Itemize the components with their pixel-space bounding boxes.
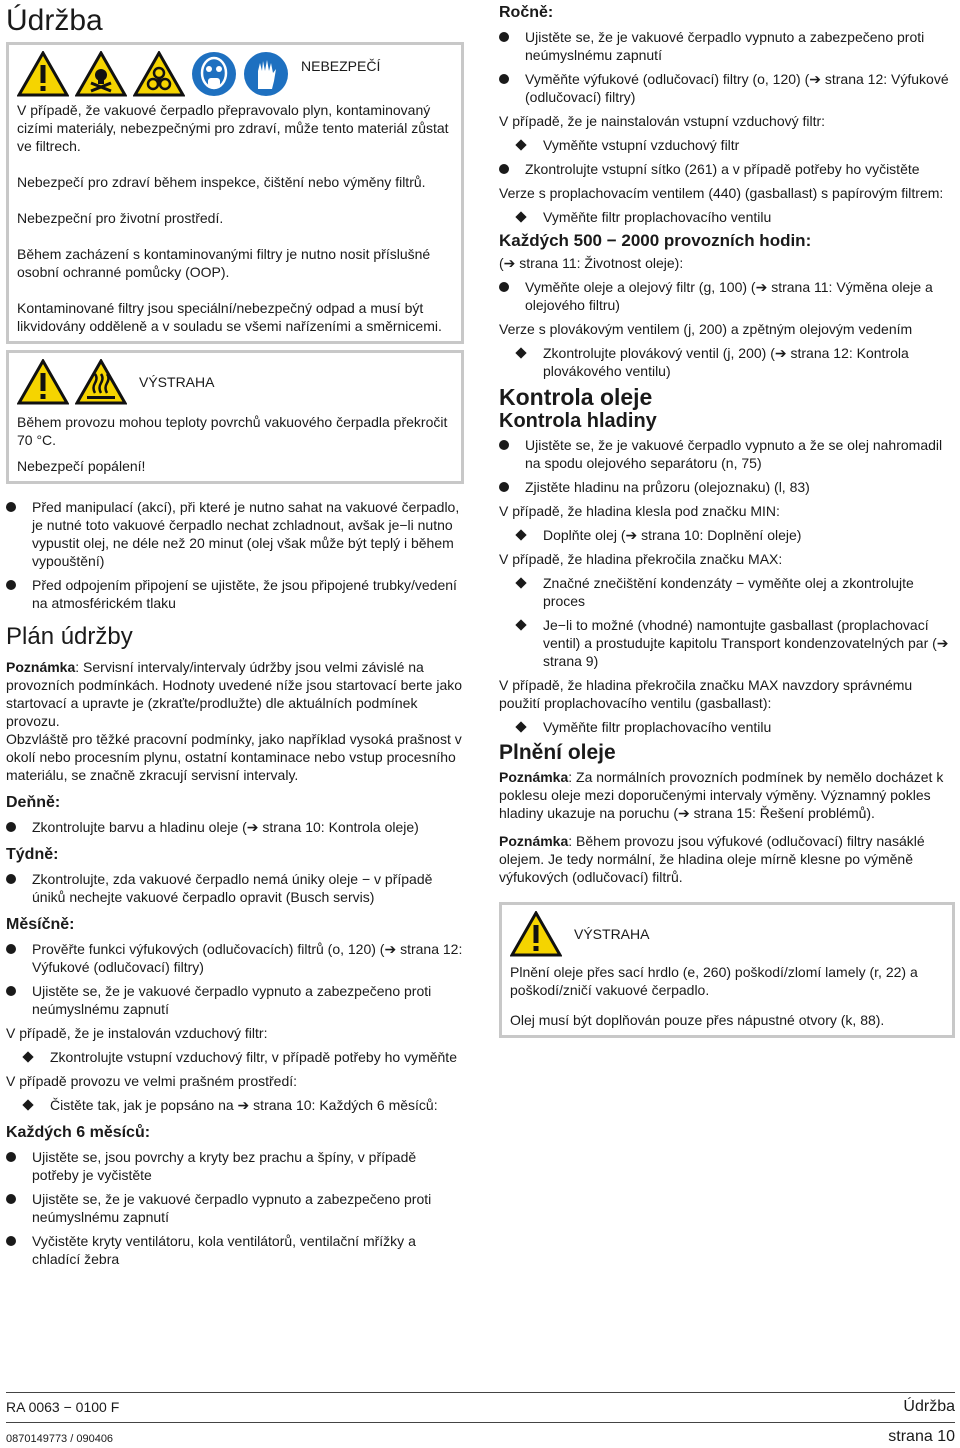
footer	[6, 1398, 955, 1416]
warning-oil-para-1: Plnění oleje přes sací hrdlo (e, 260) poškodí/zlomí lamely (r, 22) a poškodí/zničí vakuové čerpadlo.	[510, 964, 918, 998]
danger-para-3: Nebezpeční pro životní prostředí.	[17, 210, 224, 226]
warning-icon	[17, 359, 69, 405]
sub-item: Čistěte tak, jak je popsáno na ➔ strana 10: Každých 6 měsíců:	[22, 1096, 464, 1114]
list-item: Zkontrolujte vstupní sítko (261) a v případě potřeby ho vyčistěte	[499, 160, 955, 178]
danger-signal-word: NEBEZPEČÍ	[301, 58, 381, 74]
toxic-icon	[75, 51, 127, 97]
weekly-heading: Týdně:	[6, 846, 59, 863]
footer-rule	[6, 1392, 955, 1393]
oil-para-1: V případě, že hladina klesla pod značku MIN:	[499, 503, 780, 519]
footer-bottom	[6, 1428, 955, 1448]
sub-item: Doplňte olej (➔ strana 10: Doplnění oleje)	[515, 526, 955, 544]
daily-heading: Deňně:	[6, 794, 61, 811]
warning-icons	[17, 359, 453, 405]
warning-box-oil	[499, 902, 955, 1038]
list-item: Vyměňte oleje a olejový filtr (g, 100) (➔ strana 11: Výměna oleje a olejového filtru)	[499, 278, 955, 314]
danger-para-5: Kontaminované filtry jsou speciální/nebezpečný odpad a musí být likvidovány odděleně a v souladu se všemi nařízeními a směrnicemi.	[17, 300, 442, 334]
fill-note-2: Poznámka: Během provozu jsou výfukové (odlučovací) filtry nasáklé olejem. Je tedy normální, že hladina oleje mírně klesne po výměně výfukových (odlučovací) filtrů.	[499, 833, 925, 885]
hot-surface-icon	[75, 359, 127, 405]
danger-para-2: Nebezpečí pro zdraví během inspekce, čištění nebo výměny filtrů.	[17, 174, 426, 190]
danger-box	[6, 42, 464, 344]
gloves-icon	[243, 51, 289, 97]
yearly-heading: Ročně:	[499, 4, 554, 21]
danger-icons	[17, 51, 453, 97]
yearly-para-1: V případě, že je nainstalován vstupní vzduchový filtr:	[499, 113, 826, 129]
warning-signal-word: VÝSTRAHA	[139, 374, 215, 390]
list-item: Ujistěte se, že je vakuové čerpadlo vypnuto a zabezpečeno proti neúmyslnému zapnutí	[6, 1190, 464, 1226]
respirator-icon	[191, 51, 237, 97]
hours-para-2: Verze s plovákovým ventilem (j, 200) a zpětným olejovým vedením	[499, 321, 913, 337]
hours-para: (➔ strana 11: Životnost oleje):	[499, 255, 684, 271]
warning-para-2: Nebezpečí popálení!	[17, 458, 146, 474]
list-item: Ujistěte se, že je vakuové čerpadlo vypnuto a zabezpečeno proti neúmyslnému zapnutí	[6, 982, 464, 1018]
oil-fill-heading: Plnění oleje	[499, 741, 616, 764]
oil-para-2: V případě, že hladina překročila značku MAX:	[499, 551, 783, 567]
warning-icon	[17, 51, 69, 97]
six-month-heading: Každých 6 měsíců:	[6, 1124, 151, 1141]
list-item: Vyčistěte kryty ventilátoru, kola ventilátorů, ventilační mřížky a chladící žebra	[6, 1232, 464, 1268]
list-item: Zkontrolujte barvu a hladinu oleje (➔ strana 10: Kontrola oleje)	[6, 818, 464, 836]
warning-para-1: Během provozu mohou teploty povrchů vakuového čerpadla překročit 70 °C.	[17, 414, 448, 448]
monthly-para-1: V případě, že je instalován vzduchový filtr:	[6, 1025, 268, 1041]
footer-doc-number: RA 0063 − 0100 F	[6, 1399, 120, 1415]
sub-item: Značné znečištění kondenzáty − vyměňte olej a zkontrolujte proces	[515, 574, 955, 610]
footer-section: Údržba	[903, 1398, 955, 1415]
hours-heading: Každých 500 − 2000 provozních hodin:	[499, 231, 812, 250]
list-item: Ujistěte se, že je vakuové čerpadlo vypnuto a že se olej nahromadil na spodu olejového separátoru (n, 75)	[499, 436, 955, 472]
warning-box-hot	[6, 350, 464, 484]
sub-item: Vyměňte filtr proplachovacího ventilu	[515, 718, 955, 736]
list-item: Zkontrolujte, zda vakuové čerpadlo nemá úniky oleje − v případě úniků nechejte vakuové čerpadlo opravit (Busch servis)	[6, 870, 464, 906]
sub-item: Zkontrolujte vstupní vzduchový filtr, v případě potřeby ho vyměňte	[22, 1048, 464, 1066]
list-item: Vyměňte výfukové (odlučovací) filtry (o, 120) (➔ strana 12: Výfukové (odlučovací) filtry)	[499, 70, 955, 106]
footer-code: 0870149773 / 090406	[6, 1433, 114, 1445]
danger-para-4: Během zacházení s kontaminovanými filtry je nutno nosit příslušné osobní ochranné pomůcky (OOP).	[17, 246, 431, 280]
plan-note: Poznámka: Servisní intervaly/intervaly údržby jsou velmi závislé na provozních podmínkách. Hodnoty uvedené níže jsou startovací berte jako startovací a upravte je (zkraťte/prodlužte) dle aktuálních podmínek provozu.	[6, 659, 463, 729]
list-item: Zjistěte hladinu na průzoru (olejoznaku) (l, 83)	[499, 478, 955, 496]
sub-item: Je−li to možné (vhodné) namontujte gasballast (proplachovací ventil) a prostudujte kapitolu Transport kondenzovatelných par (➔ strana 9)	[515, 616, 955, 670]
footer-rule-2	[6, 1422, 955, 1423]
monthly-heading: Měsíčně:	[6, 916, 75, 933]
fill-note-1: Poznámka: Za normálních provozních podmínek by nemělo docházet k poklesu oleje mezi doporučenými intervaly výměny. Významný pokles hladiny ukazuje na poruchu (➔ strana 15: Řešení problémů).	[499, 769, 944, 821]
plan-note-2: Obzvláště pro těžké pracovní podmínky, jako například vysoká prašnost v okolí nebo procesním plynu, ostatní kontaminace nebo vstup procesního materiálu, se značně zkracují servisní intervaly.	[6, 731, 462, 783]
biohazard-icon	[133, 51, 185, 97]
warning-signal-word: VÝSTRAHA	[574, 926, 650, 942]
sub-item: Vyměňte filtr proplachovacího ventilu	[515, 208, 955, 226]
left-column	[6, 0, 464, 1274]
list-item: Ujistěte se, jsou povrchy a kryty bez prachu a špíny, v případě potřeby je vyčistěte	[6, 1148, 464, 1184]
oil-para-3: V případě, že hladina překročila značku MAX navzdory správnému použití proplachovacího ventilu (gasballast):	[499, 677, 913, 711]
sub-item: Zkontrolujte plovákový ventil (j, 200) (➔ strana 12: Kontrola plovákového ventilu)	[515, 344, 955, 380]
footer-page: strana 10	[888, 1428, 955, 1445]
right-column	[499, 0, 955, 1038]
warning-oil-para-2: Olej musí být doplňován pouze přes nápustné otvory (k, 88).	[510, 1012, 885, 1028]
danger-para-1: V případě, že vakuové čerpadlo přepravovalo plyn, kontaminovaný cizími materiály, nebezpečnými pro zdraví, může tento materiál zůstat ve filtrech.	[17, 102, 449, 154]
monthly-para-2: V případě provozu ve velmi prašném prostředí:	[6, 1073, 298, 1089]
list-item: Před manipulací (akcí), při které je nutno sahat na vakuové čerpadlo, je nutné toto vakuové čerpadlo nechat zchladnout, avšak je−li nutno vypustit olej, ne déle než 20 minut (olej však může být teplý i během vypouštění)	[6, 498, 464, 570]
oil-level-heading: Kontrola hladiny	[499, 410, 657, 432]
sub-item: Vyměňte vstupní vzduchový filtr	[515, 136, 955, 154]
warning-icon	[510, 911, 562, 957]
list-item: Prověřte funkci výfukových (odlučovacích) filtrů (o, 120) (➔ strana 12: Výfukové (odlučovací) filtry)	[6, 940, 464, 976]
oil-check-heading: Kontrola oleje	[499, 384, 653, 410]
list-item: Ujistěte se, že je vakuové čerpadlo vypnuto a zabezpečeno proti neúmyslnému zapnutí	[499, 28, 955, 64]
yearly-para-2: Verze s proplachovacím ventilem (440) (gasballast) s papírovým filtrem:	[499, 185, 944, 201]
page-title: Údržba	[6, 4, 103, 37]
plan-heading: Plán údržby	[6, 623, 133, 650]
list-item: Před odpojením připojení se ujistěte, že jsou připojené trubky/vedení na atmosférickém tlaku	[6, 576, 464, 612]
